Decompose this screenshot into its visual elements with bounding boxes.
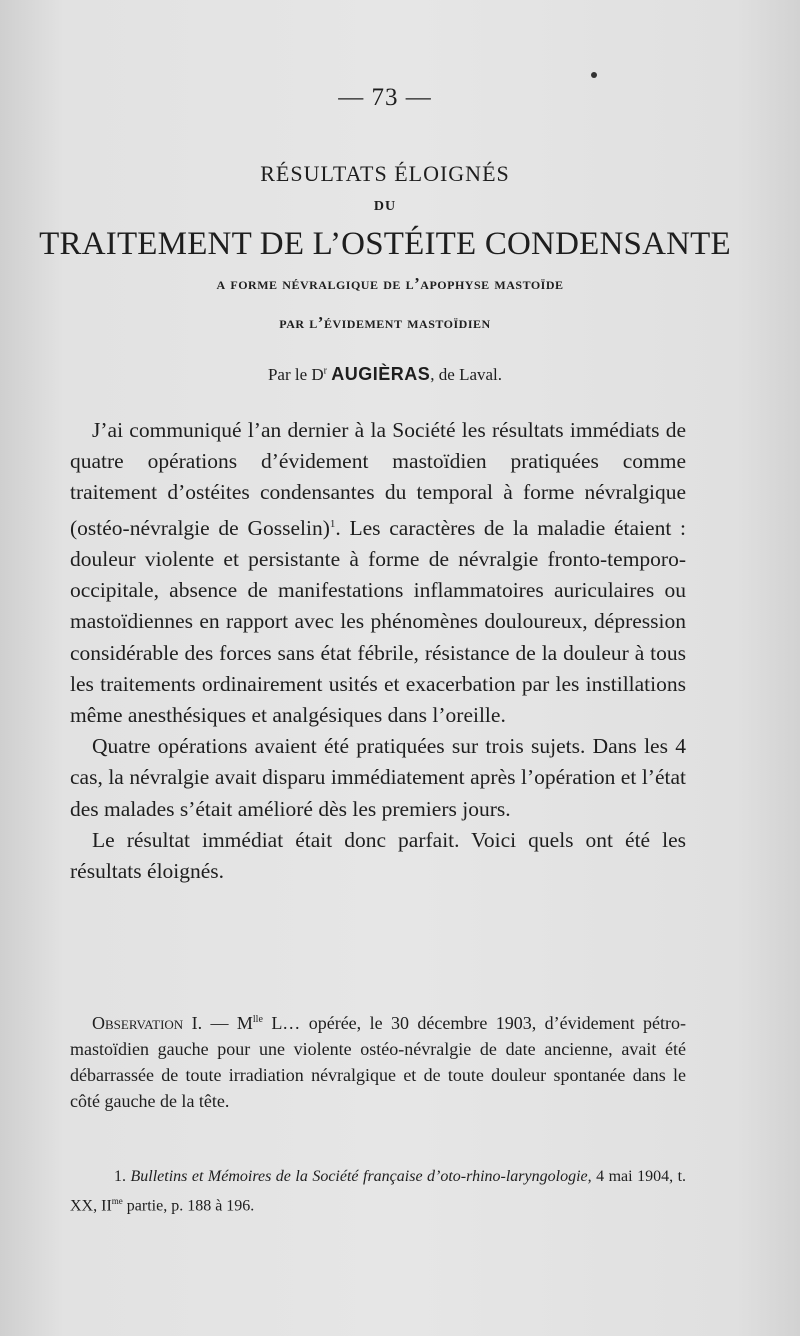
paragraph-2: Quatre opérations avaient été pratiquées sur trois sujets. Dans les 4 cas, la névralgie avait disparu immédiatement après l’opération et l’état des malades s’était amélioré dès les premiers jours. [70, 734, 686, 821]
ink-spot [591, 72, 597, 78]
footnote-sup: me [111, 1196, 123, 1206]
footnote-title: Bulletins et Mémoires de la Société française d’oto-rhino-laryngologie, [130, 1168, 592, 1185]
observation-paragraph [70, 1007, 686, 1114]
byline-suffix: , de Laval. [430, 365, 503, 384]
paragraph-1-end: . Les caractères de la maladie étaient : douleur violente et persistante à forme de névralgie fronto-temporo-occipitale, absence de manifestations inflammatoires auriculaires ou mastoïdiennes en rapport avec les phénomènes douloureux, dépression considérable des forces sans état fébrile, résistance de la douleur à tous les traitements ordinairement usités et exacerbation par les instillations même anesthésiques et analgésiques dans l’oreille. [70, 515, 687, 727]
observation-dash: — M [202, 1013, 253, 1033]
footnote-ref-text: 4 mai 1904, t. XX, II [70, 1168, 687, 1215]
title-line-1: RÉSULTATS ÉLOIGNÉS [260, 161, 510, 186]
footnote-ref: 1 [329, 517, 336, 530]
byline-prefix: Par le D [267, 365, 324, 384]
footnote-number: 1. [114, 1168, 131, 1185]
body-text [70, 415, 686, 887]
paragraph-1 [70, 415, 686, 731]
footnote-paragraph [70, 1165, 686, 1218]
title-line-4: a forme névralgique de l’apophyse mastoïde [216, 274, 564, 293]
author-name: AUGIÈRAS [331, 364, 431, 384]
observation-label: Observation I. [92, 1013, 203, 1033]
page-number: — 73 — [338, 84, 432, 111]
title-line-5: par l’évidement mastoïdien [279, 313, 491, 332]
footnote-pages: partie, p. 188 à 196. [122, 1197, 255, 1215]
title-line-3: TRAITEMENT DE L’OSTÉITE CONDENSANTE [39, 226, 731, 262]
byline [0, 364, 770, 385]
observation-sup: lle [252, 1014, 263, 1025]
title-line-2: DU [373, 199, 397, 214]
paragraph-3: Le résultat immédiat était donc parfait. Voici quels ont été les résultats éloignés. [70, 827, 686, 883]
byline-sup: r [323, 365, 328, 377]
paragraph-1-start: J’ai communiqué l’an dernier à la Société les résultats immédiats de quatre opérations d’évidement mastoïdien pratiquées comme traitement d’ostéites condensantes du temporal à forme névralgique (ostéo-névralgie de Gosselin) [70, 418, 686, 540]
observation-block [70, 1007, 686, 1114]
observation-text: L… opérée, le 30 décembre 1903, d’évidement pétro-mastoïdien gauche pour une violente ostéo-névralgie de date ancienne, avait été débarrassée de toute irradiation névralgique et de toute douleur spontanée dans le côté gauche de la tête. [70, 1013, 686, 1111]
footnote [70, 1165, 686, 1218]
